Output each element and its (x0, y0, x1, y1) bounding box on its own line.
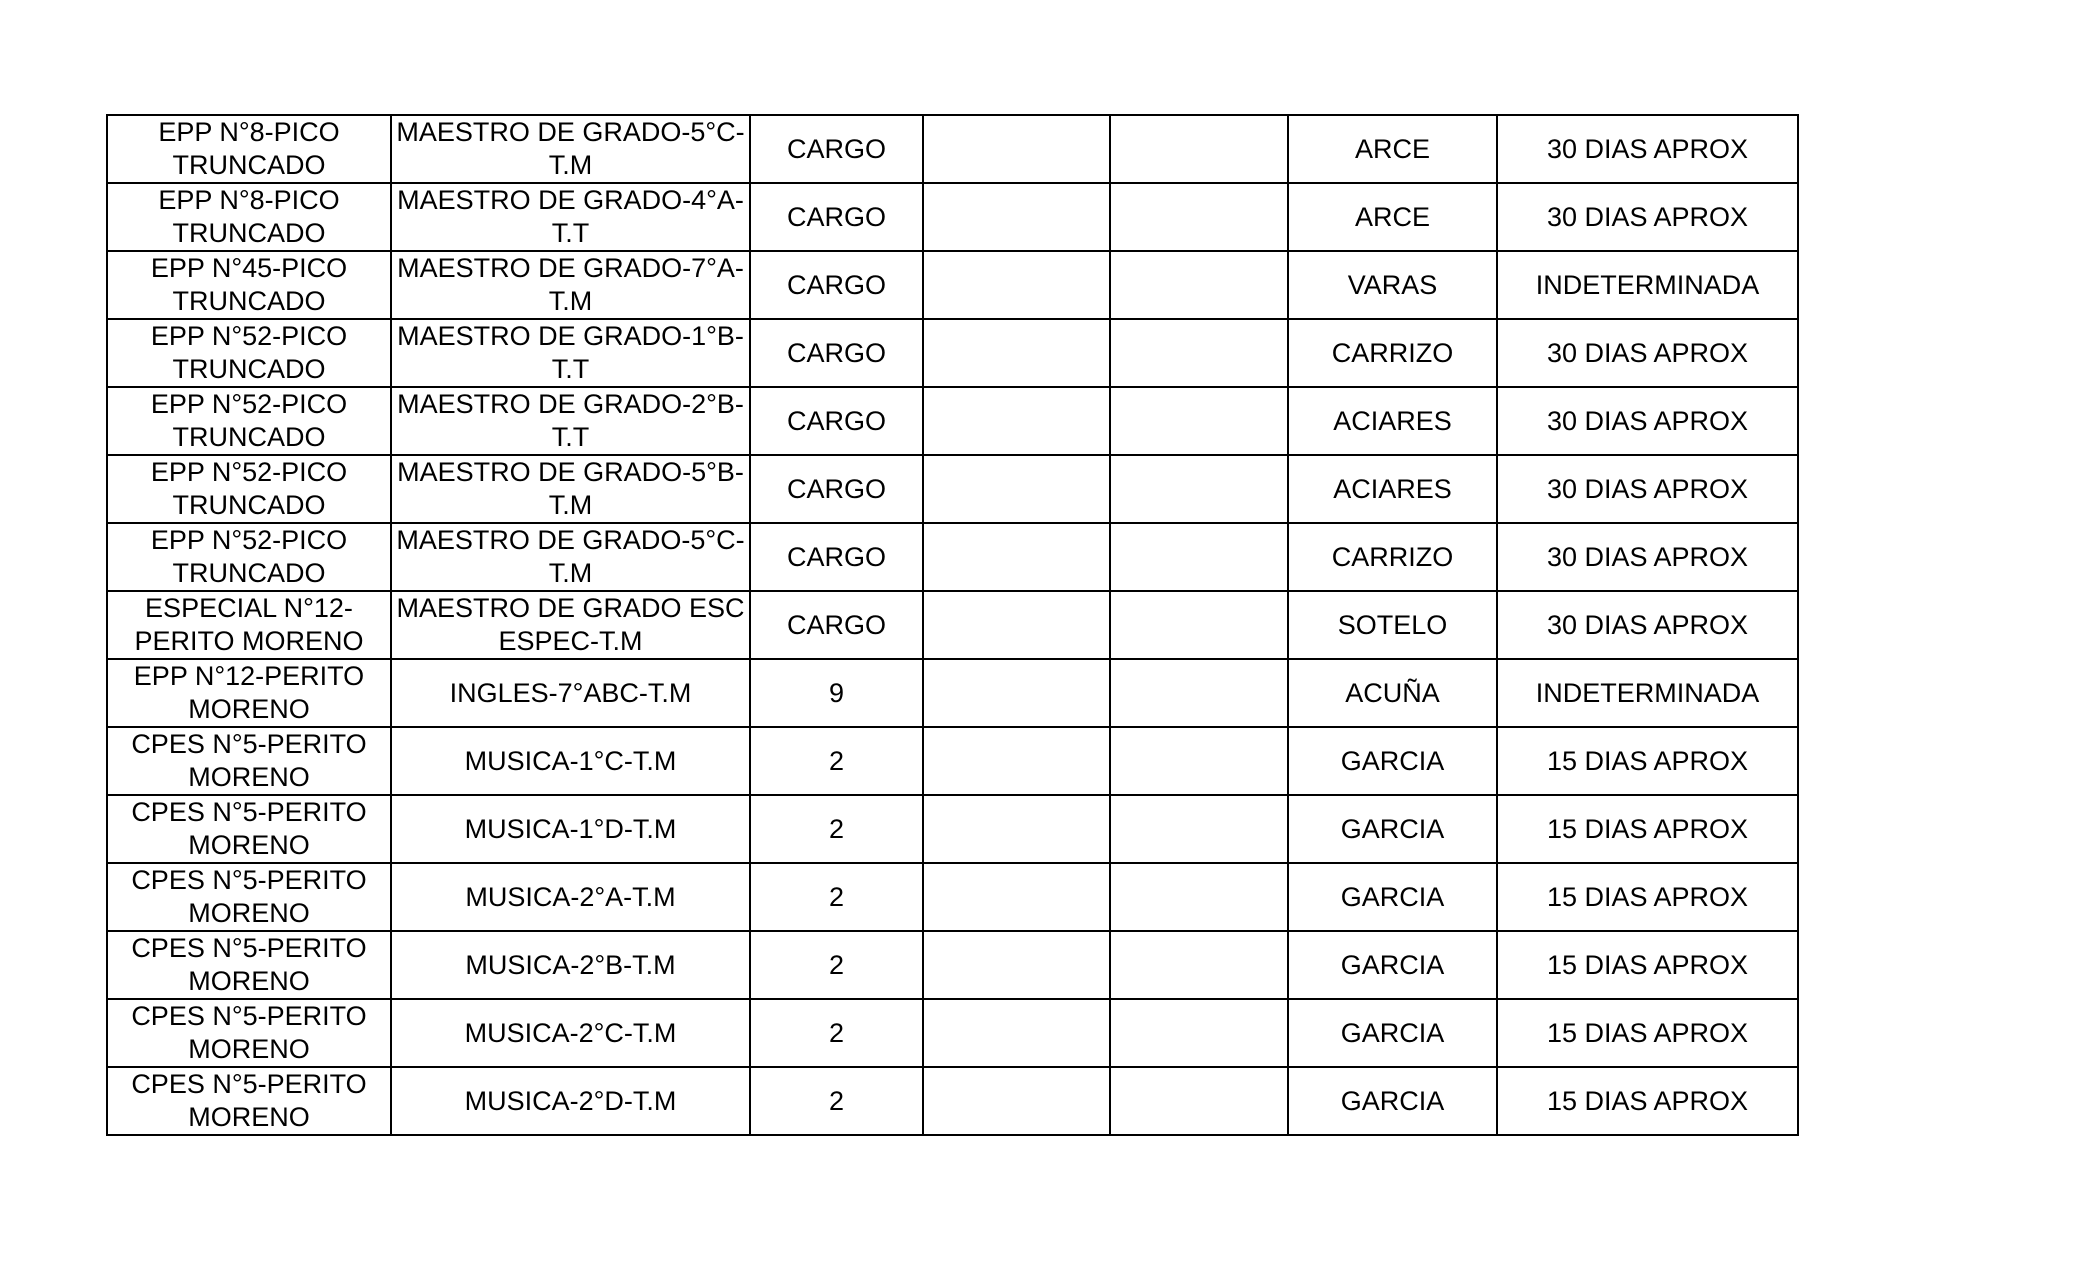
hours-cell: CARGO (750, 523, 923, 591)
empty-cell (923, 863, 1110, 931)
duration-cell: 30 DIAS APROX (1497, 387, 1798, 455)
empty-cell (923, 591, 1110, 659)
empty-cell (923, 659, 1110, 727)
school-cell: ESPECIAL N°12-PERITO MORENO (107, 591, 391, 659)
duration-cell: 30 DIAS APROX (1497, 183, 1798, 251)
position-cell: MAESTRO DE GRADO-7°A-T.M (391, 251, 750, 319)
school-cell: EPP N°52-PICO TRUNCADO (107, 523, 391, 591)
empty-cell (923, 455, 1110, 523)
empty-cell (1110, 931, 1288, 999)
table-row (107, 251, 1798, 319)
table-row (107, 999, 1798, 1067)
empty-cell (923, 387, 1110, 455)
empty-cell (923, 931, 1110, 999)
position-cell: MUSICA-2°B-T.M (391, 931, 750, 999)
school-cell: EPP N°52-PICO TRUNCADO (107, 455, 391, 523)
table-row (107, 727, 1798, 795)
table-row (107, 863, 1798, 931)
empty-cell (1110, 999, 1288, 1067)
teacher-cell: GARCIA (1288, 999, 1497, 1067)
position-cell: MAESTRO DE GRADO-5°B-T.M (391, 455, 750, 523)
table-row (107, 659, 1798, 727)
position-cell: MUSICA-1°D-T.M (391, 795, 750, 863)
hours-cell: CARGO (750, 319, 923, 387)
position-cell: MAESTRO DE GRADO-4°A-T.T (391, 183, 750, 251)
duration-cell: 15 DIAS APROX (1497, 863, 1798, 931)
duration-cell: 15 DIAS APROX (1497, 795, 1798, 863)
duration-cell: 30 DIAS APROX (1497, 115, 1798, 183)
empty-cell (1110, 319, 1288, 387)
duration-cell: 30 DIAS APROX (1497, 455, 1798, 523)
duration-cell: 15 DIAS APROX (1497, 931, 1798, 999)
empty-cell (1110, 727, 1288, 795)
empty-cell (1110, 455, 1288, 523)
empty-cell (923, 115, 1110, 183)
hours-cell: CARGO (750, 455, 923, 523)
hours-cell: CARGO (750, 115, 923, 183)
teacher-cell: GARCIA (1288, 795, 1497, 863)
position-cell: MAESTRO DE GRADO ESC ESPEC-T.M (391, 591, 750, 659)
teacher-cell: ARCE (1288, 115, 1497, 183)
empty-cell (1110, 115, 1288, 183)
teacher-cell: ARCE (1288, 183, 1497, 251)
table-row (107, 523, 1798, 591)
hours-cell: CARGO (750, 251, 923, 319)
hours-cell: 2 (750, 999, 923, 1067)
empty-cell (923, 1067, 1110, 1135)
teacher-cell: GARCIA (1288, 931, 1497, 999)
empty-cell (1110, 795, 1288, 863)
teacher-cell: GARCIA (1288, 1067, 1497, 1135)
table-row (107, 1067, 1798, 1135)
position-cell: MUSICA-2°A-T.M (391, 863, 750, 931)
school-cell: EPP N°8-PICO TRUNCADO (107, 115, 391, 183)
empty-cell (1110, 1067, 1288, 1135)
school-cell: CPES N°5-PERITO MORENO (107, 1067, 391, 1135)
table-row (107, 591, 1798, 659)
hours-cell: CARGO (750, 183, 923, 251)
empty-cell (923, 727, 1110, 795)
position-cell: MAESTRO DE GRADO-5°C-T.M (391, 115, 750, 183)
school-cell: CPES N°5-PERITO MORENO (107, 931, 391, 999)
empty-cell (1110, 387, 1288, 455)
table-row (107, 795, 1798, 863)
school-cell: EPP N°45-PICO TRUNCADO (107, 251, 391, 319)
duration-cell: 15 DIAS APROX (1497, 727, 1798, 795)
empty-cell (923, 251, 1110, 319)
position-cell: INGLES-7°ABC-T.M (391, 659, 750, 727)
position-cell: MAESTRO DE GRADO-1°B-T.T (391, 319, 750, 387)
table-row (107, 931, 1798, 999)
school-cell: CPES N°5-PERITO MORENO (107, 795, 391, 863)
empty-cell (923, 795, 1110, 863)
empty-cell (923, 319, 1110, 387)
teacher-cell: ACIARES (1288, 387, 1497, 455)
position-cell: MUSICA-2°D-T.M (391, 1067, 750, 1135)
position-cell: MAESTRO DE GRADO-5°C-T.M (391, 523, 750, 591)
table-row (107, 387, 1798, 455)
hours-cell: 2 (750, 1067, 923, 1135)
table-row (107, 319, 1798, 387)
school-cell: CPES N°5-PERITO MORENO (107, 863, 391, 931)
school-cell: EPP N°12-PERITO MORENO (107, 659, 391, 727)
hours-cell: CARGO (750, 387, 923, 455)
empty-cell (923, 523, 1110, 591)
school-cell: CPES N°5-PERITO MORENO (107, 727, 391, 795)
duration-cell: 30 DIAS APROX (1497, 319, 1798, 387)
teacher-cell: SOTELO (1288, 591, 1497, 659)
teacher-cell: ACUÑA (1288, 659, 1497, 727)
school-cell: CPES N°5-PERITO MORENO (107, 999, 391, 1067)
hours-cell: 2 (750, 863, 923, 931)
hours-cell: 2 (750, 727, 923, 795)
school-cell: EPP N°52-PICO TRUNCADO (107, 387, 391, 455)
empty-cell (1110, 591, 1288, 659)
table-body (107, 115, 1798, 1135)
hours-cell: CARGO (750, 591, 923, 659)
position-cell: MUSICA-2°C-T.M (391, 999, 750, 1067)
teacher-cell: CARRIZO (1288, 523, 1497, 591)
duration-cell: 15 DIAS APROX (1497, 999, 1798, 1067)
empty-cell (923, 999, 1110, 1067)
hours-cell: 2 (750, 931, 923, 999)
empty-cell (1110, 863, 1288, 931)
school-cell: EPP N°52-PICO TRUNCADO (107, 319, 391, 387)
empty-cell (1110, 523, 1288, 591)
position-cell: MAESTRO DE GRADO-2°B-T.T (391, 387, 750, 455)
hours-cell: 9 (750, 659, 923, 727)
teacher-cell: GARCIA (1288, 727, 1497, 795)
hours-cell: 2 (750, 795, 923, 863)
duration-cell: 30 DIAS APROX (1497, 523, 1798, 591)
position-cell: MUSICA-1°C-T.M (391, 727, 750, 795)
empty-cell (1110, 251, 1288, 319)
teacher-cell: ACIARES (1288, 455, 1497, 523)
table-row (107, 455, 1798, 523)
table-row (107, 115, 1798, 183)
teacher-cell: CARRIZO (1288, 319, 1497, 387)
empty-cell (1110, 183, 1288, 251)
school-cell: EPP N°8-PICO TRUNCADO (107, 183, 391, 251)
empty-cell (1110, 659, 1288, 727)
duration-cell: INDETERMINADA (1497, 659, 1798, 727)
table-row (107, 183, 1798, 251)
teacher-cell: GARCIA (1288, 863, 1497, 931)
duration-cell: INDETERMINADA (1497, 251, 1798, 319)
duration-cell: 15 DIAS APROX (1497, 1067, 1798, 1135)
empty-cell (923, 183, 1110, 251)
duration-cell: 30 DIAS APROX (1497, 591, 1798, 659)
data-table (106, 114, 1799, 1136)
teacher-cell: VARAS (1288, 251, 1497, 319)
